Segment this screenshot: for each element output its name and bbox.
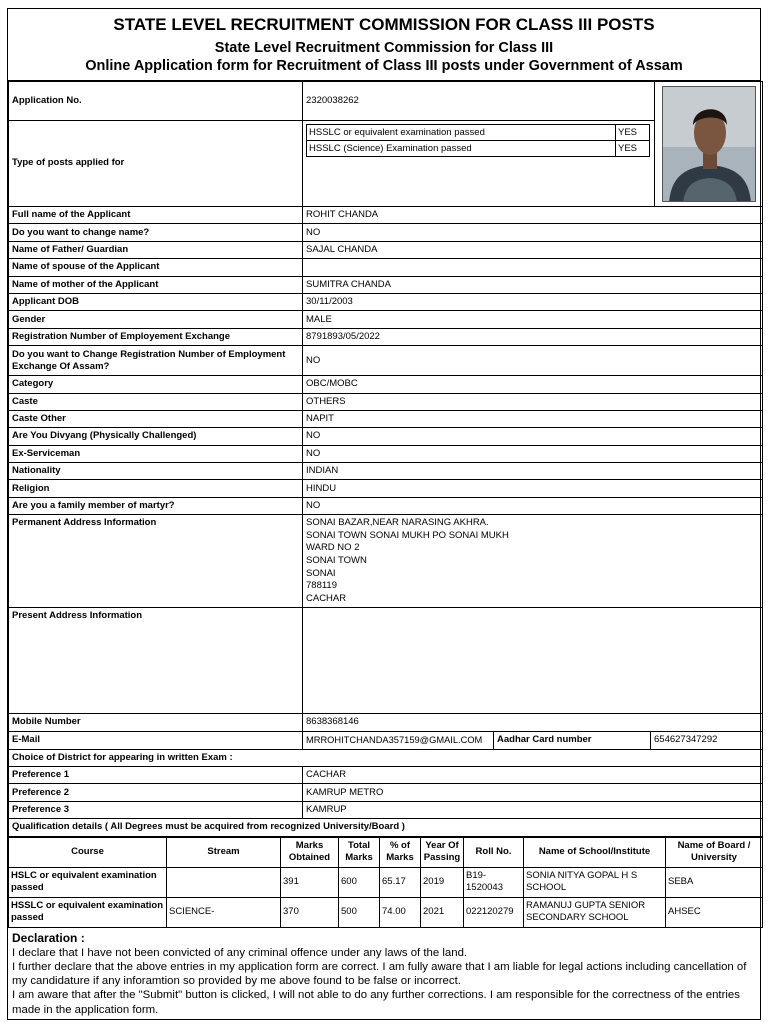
- table-row: [9, 515, 763, 608]
- table-row: [9, 867, 763, 897]
- field-label: Religion: [9, 480, 303, 497]
- table-row: [9, 480, 763, 497]
- field-label: Nationality: [9, 463, 303, 480]
- field-label: Preference 1: [9, 767, 303, 784]
- post-status: YES: [616, 140, 650, 156]
- declaration-line: I further declare that the above entries in my application form are correct. I am fully aware that I am liable for legal actions including cancellation of my candidature if any inforamtion so provided by me above found to be false or incorrect.: [12, 960, 747, 988]
- posts-table: [306, 124, 650, 157]
- table-cell: 65.17: [380, 867, 421, 897]
- field-label: Registration Number of Employement Exchange: [9, 328, 303, 345]
- posts-cell: [303, 120, 655, 206]
- qualification-heading: Qualification details ( All Degrees must be acquired from recognized University/Board ): [9, 819, 763, 836]
- applicant-photo-icon: [663, 87, 756, 202]
- field-value: SAJAL CHANDA: [303, 241, 763, 258]
- table-row: [9, 328, 763, 345]
- table-cell: SCIENCE-: [167, 897, 281, 927]
- column-header: Marks Obtained: [281, 837, 339, 867]
- column-header: Roll No.: [464, 837, 524, 867]
- table-row: [9, 259, 763, 276]
- field-label: Mobile Number: [9, 714, 303, 731]
- email-aadhar-cell: [303, 731, 763, 749]
- field-value: INDIAN: [303, 463, 763, 480]
- declaration-line: I declare that I have not been convicted of any criminal offence under any laws of the land.: [12, 946, 468, 959]
- address-line: WARD NO 2: [306, 542, 360, 554]
- page-title: STATE LEVEL RECRUITMENT COMMISSION FOR CLASS III POSTS: [113, 15, 655, 34]
- table-cell: HSLC or equivalent examination passed: [9, 867, 167, 897]
- qualification-table: [8, 837, 763, 928]
- post-status: YES: [616, 124, 650, 140]
- list-item: [307, 124, 650, 140]
- table-row: [9, 497, 763, 514]
- applicant-details-table: [8, 81, 763, 837]
- field-label: Gender: [9, 311, 303, 328]
- table-row: [9, 293, 763, 310]
- table-row: [9, 749, 763, 766]
- field-label: Category: [9, 376, 303, 393]
- list-item: [307, 140, 650, 156]
- field-label: Present Address Information: [9, 608, 303, 714]
- field-value: OTHERS: [303, 393, 763, 410]
- field-value: ROHIT CHANDA: [303, 207, 763, 224]
- field-value: CACHAR: [303, 767, 763, 784]
- district-heading: Choice of District for appearing in written Exam :: [9, 749, 763, 766]
- table-row: [9, 241, 763, 258]
- field-label: Preference 3: [9, 801, 303, 818]
- table-row: [9, 463, 763, 480]
- table-cell: 500: [339, 897, 380, 927]
- aadhar-number: 654627347292: [654, 734, 718, 746]
- table-row: [9, 801, 763, 818]
- table-row: [9, 120, 763, 206]
- application-number: 2320038262: [303, 82, 655, 121]
- column-header: Stream: [167, 837, 281, 867]
- present-address: [303, 608, 763, 714]
- table-row: [9, 784, 763, 801]
- table-row: [9, 410, 763, 427]
- table-cell: 022120279: [464, 897, 524, 927]
- email-value: MRROHITCHANDA357159@GMAIL.COM: [303, 732, 494, 749]
- field-label: Name of spouse of the Applicant: [9, 259, 303, 276]
- application-form: [7, 8, 761, 1020]
- permanent-address: [303, 515, 763, 608]
- field-value: KAMRUP METRO: [303, 784, 763, 801]
- field-label: Do you want to change name?: [9, 224, 303, 241]
- address-line: 788119: [306, 580, 337, 592]
- table-row: [9, 82, 763, 121]
- post-name: HSSLC or equivalent examination passed: [307, 124, 616, 140]
- address-line: CACHAR: [306, 592, 347, 604]
- field-label: Type of posts applied for: [9, 120, 303, 206]
- table-header-row: [9, 837, 763, 867]
- table-row: [9, 224, 763, 241]
- field-label: Caste Other: [9, 410, 303, 427]
- table-cell: AHSEC: [666, 897, 763, 927]
- field-label: Applicant DOB: [9, 293, 303, 310]
- column-header: % of Marks: [380, 837, 421, 867]
- table-cell: 74.00: [380, 897, 421, 927]
- field-value: HINDU: [303, 480, 763, 497]
- table-cell: 600: [339, 867, 380, 897]
- field-value: 8791893/05/2022: [303, 328, 763, 345]
- table-row: [9, 731, 763, 749]
- table-row: [9, 819, 763, 836]
- field-label: Are You Divyang (Physically Challenged): [9, 428, 303, 445]
- table-cell: [167, 867, 281, 897]
- field-label: Application No.: [9, 82, 303, 121]
- table-row: [9, 376, 763, 393]
- field-label: Ex-Serviceman: [9, 445, 303, 462]
- table-row: [9, 767, 763, 784]
- mobile-number: 8638368146: [303, 714, 763, 731]
- field-value: [303, 259, 763, 276]
- field-label: Permanent Address Information: [9, 515, 303, 608]
- declaration: [8, 928, 760, 1017]
- declaration-title: Declaration :: [12, 930, 85, 945]
- table-row: [9, 428, 763, 445]
- table-cell: 2021: [421, 897, 464, 927]
- field-value: NO: [303, 346, 763, 376]
- declaration-line: I am aware that after the "Submit" button is clicked, I will not able to do any further corrections. I am responsible for the correctness of the entries made in the application form.: [12, 989, 740, 1016]
- field-value: NAPIT: [303, 410, 763, 427]
- table-cell: SEBA: [666, 867, 763, 897]
- field-value: MALE: [303, 311, 763, 328]
- aadhar-label: Aadhar Card number: [494, 732, 651, 749]
- field-value: KAMRUP: [303, 801, 763, 818]
- table-row: [9, 897, 763, 927]
- field-label: Full name of the Applicant: [9, 207, 303, 224]
- field-value: SUMITRA CHANDA: [303, 276, 763, 293]
- column-header: Course: [9, 837, 167, 867]
- address-line: SONAI TOWN SONAI MUKH PO SONAI MUKH: [306, 529, 509, 541]
- table-cell: 370: [281, 897, 339, 927]
- field-label: Preference 2: [9, 784, 303, 801]
- field-value: NO: [303, 224, 763, 241]
- column-header: Year Of Passing: [421, 837, 464, 867]
- address-line: SONAI TOWN: [306, 555, 367, 567]
- table-cell: SONIA NITYA GOPAL H S SCHOOL: [524, 867, 666, 897]
- table-cell: HSSLC or equivalent examination passed: [9, 897, 167, 927]
- table-row: [9, 714, 763, 731]
- field-value: NO: [303, 428, 763, 445]
- table-row: [9, 445, 763, 462]
- address-line: SONAI BAZAR,NEAR NARASING AKHRA.: [306, 517, 489, 529]
- form-title: Online Application form for Recruitment of Class III posts under Government of Assam: [85, 58, 683, 74]
- table-cell: 391: [281, 867, 339, 897]
- table-cell: B19-1520043: [464, 867, 524, 897]
- table-row: [9, 276, 763, 293]
- table-row: [9, 311, 763, 328]
- table-row: [9, 207, 763, 224]
- column-header: Name of School/Institute: [524, 837, 666, 867]
- field-label: Caste: [9, 393, 303, 410]
- table-row: [9, 393, 763, 410]
- column-header: Total Marks: [339, 837, 380, 867]
- field-label: Name of mother of the Applicant: [9, 276, 303, 293]
- photo-cell: [655, 82, 763, 207]
- table-cell: RAMANUJ GUPTA SENIOR SECONDARY SCHOOL: [524, 897, 666, 927]
- form-header: [8, 9, 760, 81]
- field-value: 30/11/2003: [303, 293, 763, 310]
- table-row: [9, 346, 763, 376]
- column-header: Name of Board / University: [666, 837, 763, 867]
- field-label: Do you want to Change Registration Number of Employment Exchange Of Assam?: [9, 346, 303, 376]
- table-cell: 2019: [421, 867, 464, 897]
- field-label: Are you a family member of martyr?: [9, 497, 303, 514]
- field-value: NO: [303, 445, 763, 462]
- table-row: [9, 608, 763, 714]
- field-value: NO: [303, 497, 763, 514]
- address-line: SONAI: [306, 567, 336, 579]
- page-subtitle: State Level Recruitment Commission for Class III: [214, 40, 554, 56]
- post-name: HSSLC (Science) Examination passed: [307, 140, 616, 156]
- field-label: E-Mail: [9, 731, 303, 749]
- applicant-photo: [662, 86, 756, 202]
- field-value: OBC/MOBC: [303, 376, 763, 393]
- field-label: Name of Father/ Guardian: [9, 241, 303, 258]
